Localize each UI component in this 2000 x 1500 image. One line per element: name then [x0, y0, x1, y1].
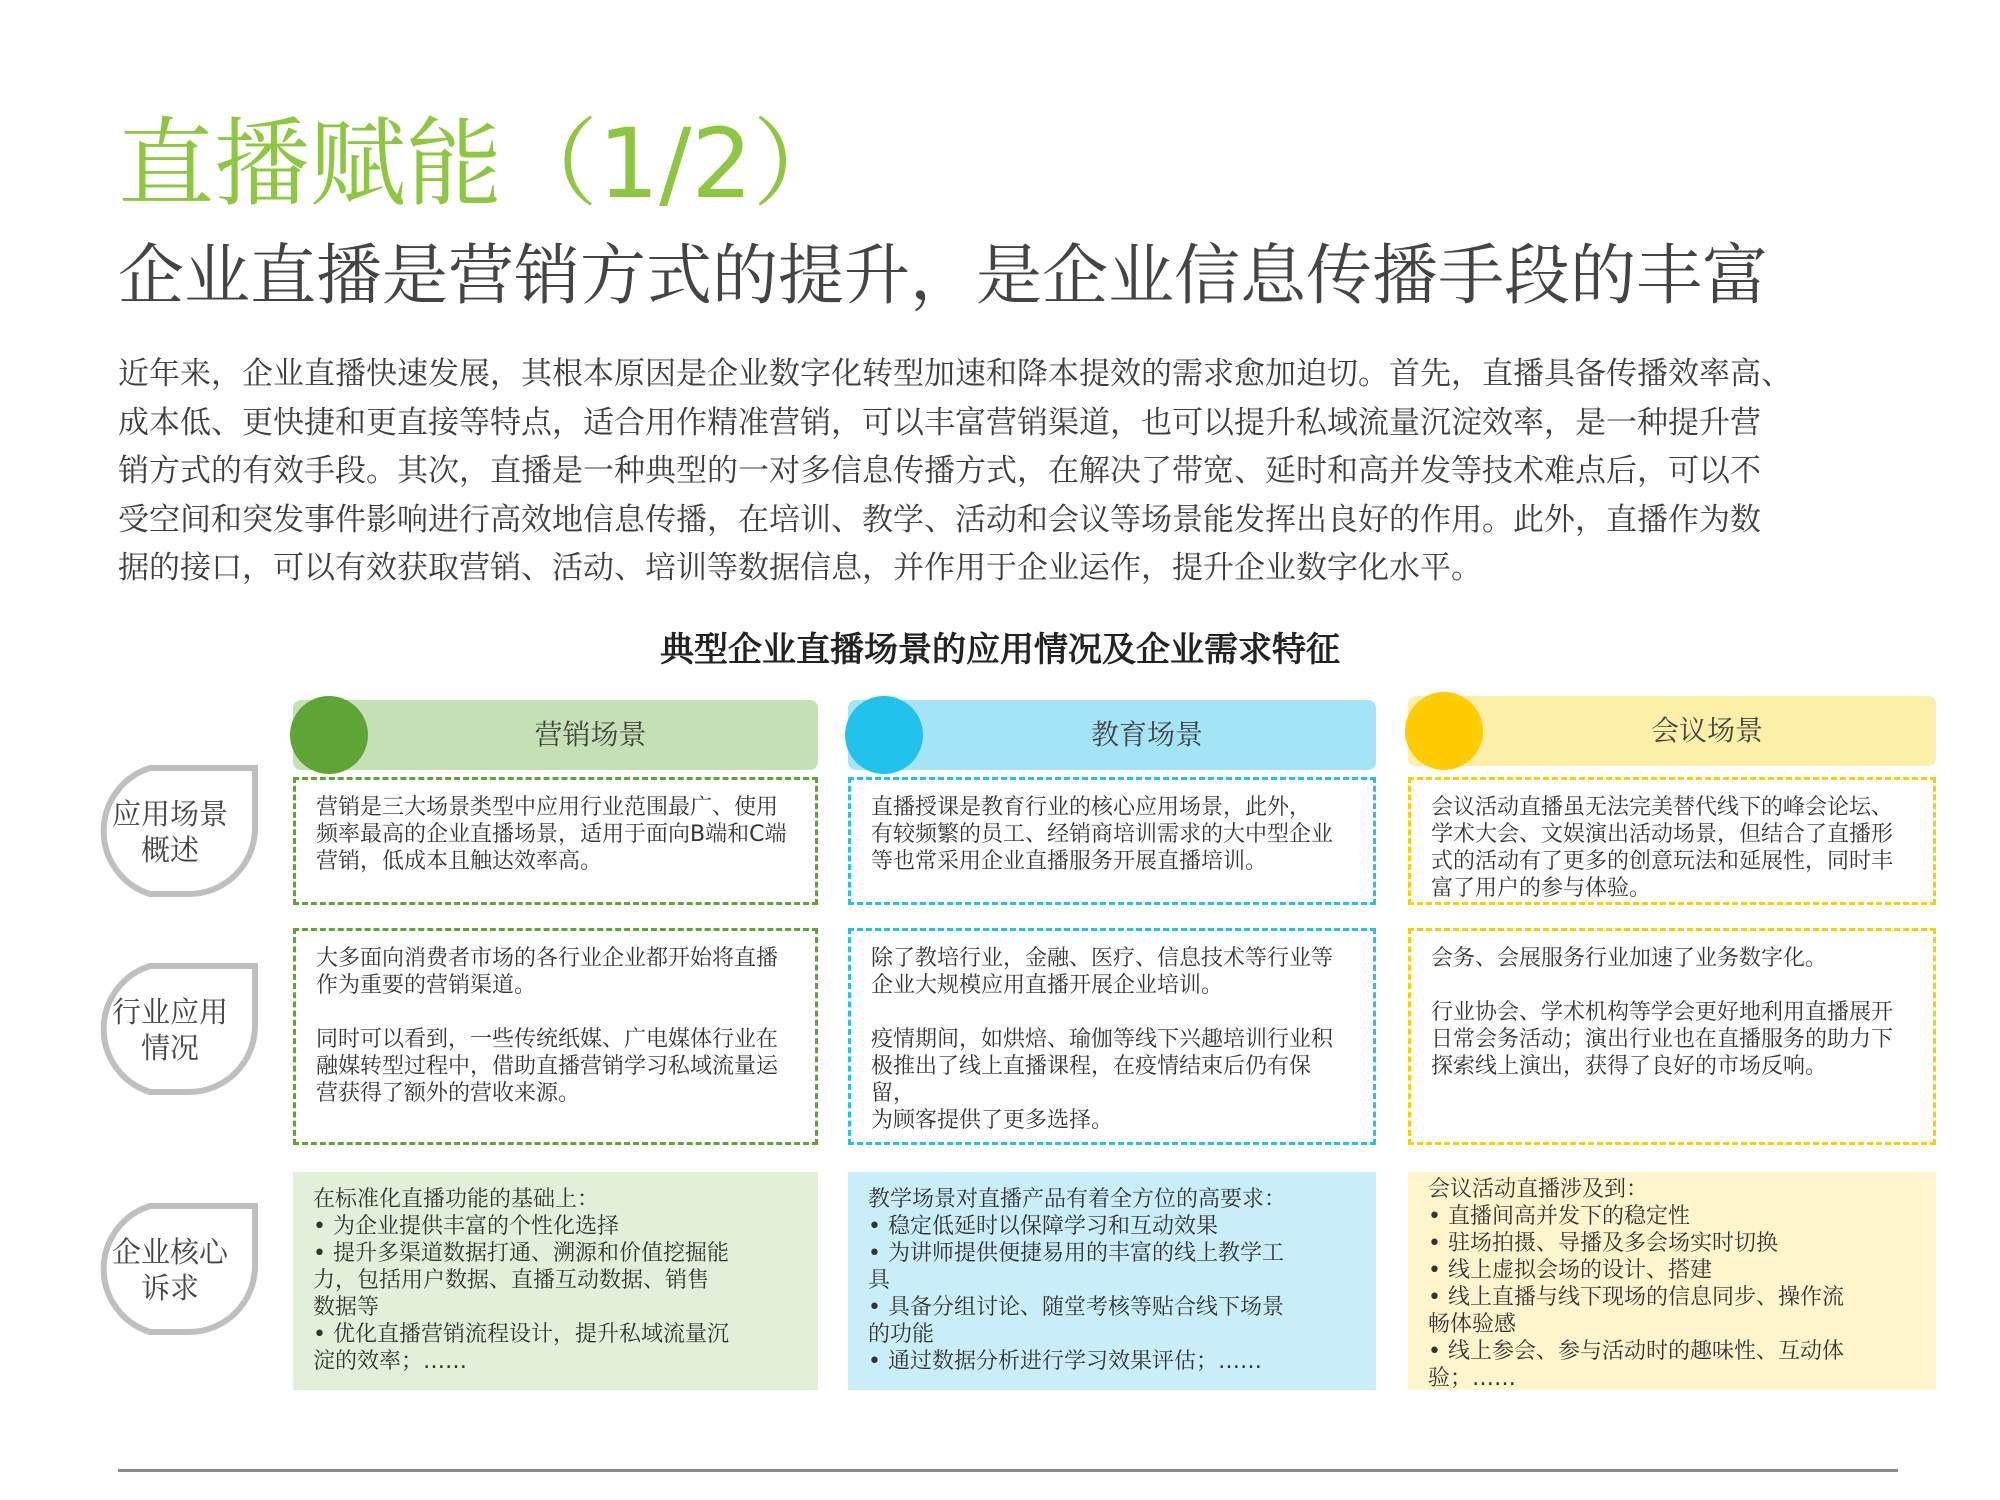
cell-line: 营销是三大场景类型中应用行业范围最广、使用 — [316, 795, 779, 820]
cell-line: 教学场景对直播产品有着全方位的高要求： — [868, 1187, 1287, 1212]
row-label-text: 企业核心诉求 — [111, 1235, 228, 1305]
cell-line: 数据等 — [313, 1295, 380, 1320]
cell-line: • 稳定低延时以保障学习和互动效果 — [868, 1214, 1218, 1239]
cell-line: 作为重要的营销渠道。 — [316, 973, 537, 998]
cell-line: 探索线上演出，获得了良好的市场反响。 — [1431, 1054, 1828, 1079]
cell-line: • 线上直播与线下现场的信息同步、操作流 — [1428, 1285, 1844, 1310]
cell-education-needs — [848, 1172, 1376, 1390]
cell-line: • 线上参会、参与活动时的趣味性、互动体 — [1428, 1339, 1844, 1364]
cell-meeting-needs — [1408, 1172, 1936, 1390]
intro-line: 据的接口，可以有效获取营销、活动、培训等数据信息，并作用于企业运作，提升企业数字化水平。 — [118, 550, 1482, 586]
cell-marketing-industry — [293, 928, 818, 1145]
cell-line: • 具备分组讨论、随堂考核等贴合线下场景 — [868, 1295, 1284, 1320]
cell-meeting-industry — [1408, 928, 1936, 1145]
cell-marketing-needs — [293, 1172, 818, 1390]
cell-line: 疫情期间，如烘焙、瑜伽等线下兴趣培训行业积 — [871, 1027, 1334, 1052]
yellow-dot-icon — [1405, 692, 1483, 770]
cell-line: • 为讲师提供便捷易用的丰富的线上教学工 — [868, 1241, 1284, 1266]
cell-line: 营销，低成本且触达效率高。 — [316, 849, 603, 874]
cell-line: 融媒转型过程中，借助直播营销学习私域流量运 — [316, 1054, 779, 1079]
intro-line: 销方式的有效手段。其次，直播是一种典型的一对多信息传播方式，在解决了带宽、延时和高并发等技术难点后，可以不 — [118, 453, 1761, 489]
row-label-needs — [75, 1200, 265, 1340]
cell-line: 会务、会展服务行业加速了业务数字化。 — [1431, 946, 1828, 971]
intro-line: 成本低、更快捷和更直接等特点，适合用作精准营销，可以丰富营销渠道，也可以提升私域流量沉淀效率，是一种提升营 — [118, 404, 1761, 441]
cell-line: 的功能 — [868, 1322, 935, 1347]
cell-line: 日常会务活动；演出行业也在直播服务的助力下 — [1431, 1027, 1894, 1052]
page-subtitle: 企业直播是营销方式的提升，是企业信息传播手段的丰富 — [118, 237, 1768, 314]
cell-line: 企业大规模应用直播开展企业培训。 — [871, 973, 1224, 998]
cell-line: 在标准化直播功能的基础上： — [313, 1187, 600, 1212]
cell-line: 具 — [868, 1268, 891, 1293]
cell-marketing-overview — [293, 777, 818, 905]
table-title: 典型企业直播场景的应用情况及企业需求特征 — [660, 630, 1340, 670]
cell-line: 学术大会、文娱演出活动场景，但结合了直播形 — [1431, 822, 1894, 847]
cell-line: 有较频繁的员工、经销商培训需求的大中型企业 — [871, 822, 1334, 847]
cell-line: • 线上虚拟会场的设计、搭建 — [1428, 1258, 1712, 1283]
footer-divider — [118, 1469, 1898, 1472]
green-dot-icon — [290, 696, 368, 774]
cell-line: 除了教培行业，金融、医疗、信息技术等行业等 — [871, 946, 1334, 971]
cell-line: 会议活动直播虽无法完美替代线下的峰会论坛、 — [1431, 795, 1894, 820]
cell-line: • 驻场拍摄、导播及多会场实时切换 — [1428, 1231, 1778, 1256]
cell-line: 为顾客提供了更多选择。 — [871, 1108, 1114, 1133]
cell-line: 验；…… — [1428, 1366, 1517, 1391]
cell-education-industry — [848, 928, 1376, 1145]
cell-line: • 优化直播营销流程设计，提升私域流量沉 — [313, 1322, 729, 1347]
row-label-overview — [75, 762, 265, 902]
cell-line: 行业协会、学术机构等学会更好地利用直播展开 — [1431, 1000, 1894, 1025]
column-header-label: 会议场景 — [1650, 714, 1763, 747]
intro-line: 受空间和突发事件影响进行高效地信息传播，在培训、教学、活动和会议等场景能发挥出良好的作用。此外，直播作为数 — [118, 501, 1761, 538]
cell-line: 营获得了额外的营收来源。 — [316, 1081, 581, 1106]
page-title: 直播赋能（1/2） — [118, 108, 849, 220]
cell-line: 同时可以看到，一些传统纸媒、广电媒体行业在 — [316, 1027, 779, 1052]
cell-line: 富了用户的参与体验。 — [1431, 876, 1652, 901]
cell-line: 畅体验感 — [1428, 1312, 1517, 1337]
column-header-label: 营销场景 — [534, 718, 647, 751]
cell-line: 淀的效率；…… — [313, 1349, 468, 1374]
cell-line: 等也常采用企业直播服务开展直播培训。 — [871, 849, 1268, 874]
column-header-education — [848, 700, 1376, 770]
row-label-text: 应用场景概述 — [111, 797, 228, 867]
intro-line: 近年来，企业直播快速发展，其根本原因是企业数字化转型加速和降本提效的需求愈加迫切。首先，直播具备传播效率高、 — [118, 356, 1792, 392]
cell-line: • 提升多渠道数据打通、溯源和价值挖掘能 — [313, 1241, 729, 1266]
cell-line: 式的活动有了更多的创意玩法和延展性，同时丰 — [1431, 849, 1894, 874]
cell-line: • 通过数据分析进行学习效果评估；…… — [868, 1349, 1262, 1374]
blue-dot-icon — [845, 696, 923, 774]
cell-education-overview — [848, 777, 1376, 905]
column-header-meeting — [1408, 696, 1936, 766]
cell-meeting-overview — [1408, 777, 1936, 905]
cell-line: • 直播间高并发下的稳定性 — [1428, 1204, 1690, 1229]
cell-line: 频率最高的企业直播场景，适用于面向B端和C端 — [316, 822, 787, 847]
cell-line: 直播授课是教育行业的核心应用场景，此外， — [871, 795, 1312, 820]
intro-paragraph — [118, 350, 1918, 593]
cell-line: • 为企业提供丰富的个性化选择 — [313, 1214, 619, 1239]
row-label-industry — [75, 960, 265, 1100]
cell-line: 会议活动直播涉及到： — [1428, 1177, 1649, 1202]
cell-line: 力，包括用户数据、直播互动数据、销售 — [313, 1268, 710, 1293]
column-header-label: 教育场景 — [1090, 718, 1203, 751]
cell-line: 大多面向消费者市场的各行业企业都开始将直播 — [316, 946, 779, 971]
column-header-marketing — [293, 700, 818, 770]
row-label-text: 行业应用情况 — [111, 995, 228, 1065]
cell-line: 极推出了线上直播课程，在疫情结束后仍有保留， — [871, 1054, 1312, 1106]
